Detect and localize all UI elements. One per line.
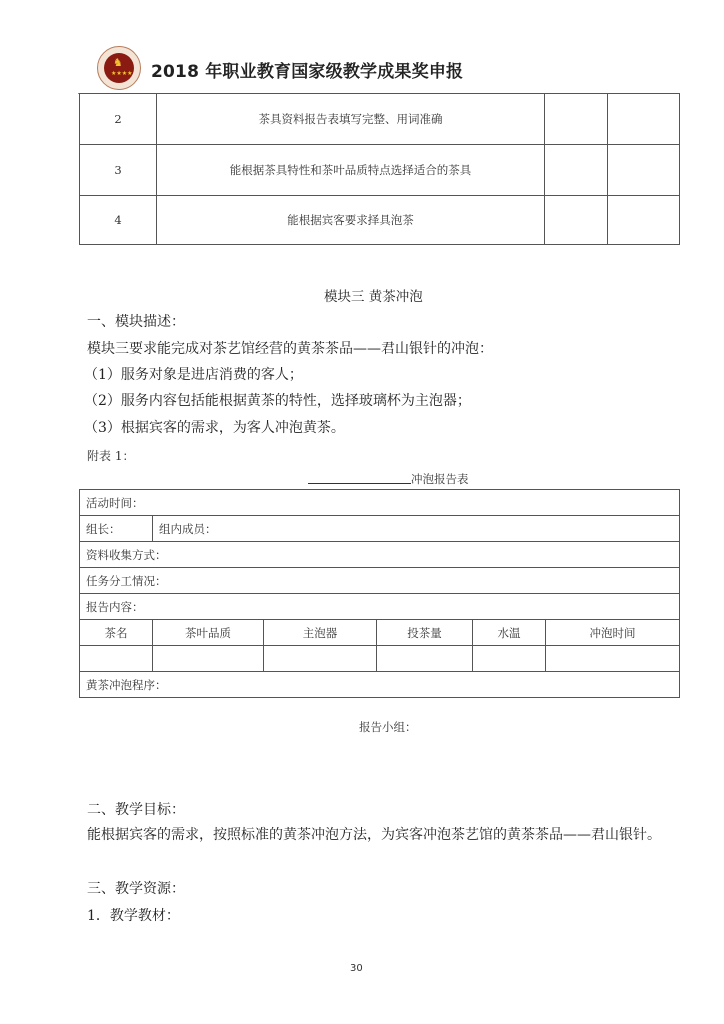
empty-cell xyxy=(377,646,473,672)
procedure-field: 黄茶冲泡程序： xyxy=(80,672,680,698)
section3-item: 1．教学教材： xyxy=(87,908,180,924)
column-header: 水温 xyxy=(473,620,546,646)
task-division-field: 任务分工情况： xyxy=(80,568,680,594)
criteria-table xyxy=(79,93,680,245)
report-form-title-text: 冲泡报告表 xyxy=(411,472,469,486)
score-cell xyxy=(545,145,608,196)
table-row xyxy=(80,196,680,245)
section2-body: 能根据宾客的需求，按照标准的黄茶冲泡方法，为宾客冲泡茶艺馆的黄茶茶品——君山银针。 xyxy=(87,827,661,843)
school-emblem-icon xyxy=(97,46,141,90)
score-cell xyxy=(608,145,680,196)
module-title: 模块三 黄茶冲泡 xyxy=(324,289,423,305)
section1-item: （3）根据宾客的需求，为客人冲泡黄茶。 xyxy=(84,420,345,436)
page-header-title: 2018 年职业教育国家级教学成果奖申报 xyxy=(151,62,464,82)
section1-intro: 模块三要求能完成对茶艺馆经营的黄茶茶品——君山银针的冲泡： xyxy=(87,341,493,357)
criteria-item: 能根据茶具特性和茶叶品质特点选择适合的茶具 xyxy=(157,145,545,196)
report-form-title xyxy=(308,471,469,487)
column-header: 主泡器 xyxy=(264,620,377,646)
score-cell xyxy=(545,196,608,245)
members-field: 组内成员： xyxy=(153,516,680,542)
empty-cell xyxy=(264,646,377,672)
activity-time-field: 活动时间： xyxy=(80,490,680,516)
table-row xyxy=(80,94,680,145)
table-row xyxy=(80,594,680,620)
empty-cell xyxy=(546,646,680,672)
empty-cell xyxy=(153,646,264,672)
section1-item: （1）服务对象是进店消费的客人； xyxy=(84,367,303,383)
page-number: 30 xyxy=(350,963,363,974)
collection-method-field: 资料收集方式： xyxy=(80,542,680,568)
criteria-item: 能根据宾客要求择具泡茶 xyxy=(157,196,545,245)
leader-field: 组长： xyxy=(80,516,153,542)
report-content-label: 报告内容： xyxy=(80,594,680,620)
table-row xyxy=(80,516,680,542)
report-group-label: 报告小组： xyxy=(359,720,417,734)
section1-heading: 一、模块描述： xyxy=(87,314,185,330)
score-cell xyxy=(608,196,680,245)
criteria-item: 茶具资料报告表填写完整、用词准确 xyxy=(157,94,545,145)
table-row xyxy=(80,568,680,594)
section1-item: （2）服务内容包括能根据黄茶的特性，选择玻璃杯为主泡器； xyxy=(84,393,471,409)
row-number: 3 xyxy=(80,145,157,196)
row-number: 2 xyxy=(80,94,157,145)
report-form-table xyxy=(79,489,680,698)
section3-heading: 三、教学资源： xyxy=(87,881,185,897)
table-row xyxy=(80,672,680,698)
score-cell xyxy=(608,94,680,145)
table-row xyxy=(80,490,680,516)
appendix-label: 附表 1： xyxy=(87,449,135,463)
column-header: 茶名 xyxy=(80,620,153,646)
title-blank-field xyxy=(308,471,411,484)
table-row xyxy=(80,542,680,568)
column-header: 投茶量 xyxy=(377,620,473,646)
stars-icon: ★★★★ xyxy=(111,70,133,77)
empty-cell xyxy=(473,646,546,672)
score-cell xyxy=(545,94,608,145)
empty-cell xyxy=(80,646,153,672)
table-header-row xyxy=(80,620,680,646)
column-header: 冲泡时间 xyxy=(546,620,680,646)
table-row xyxy=(80,646,680,672)
horse-icon: ♞ xyxy=(113,56,123,69)
row-number: 4 xyxy=(80,196,157,245)
table-row xyxy=(80,145,680,196)
section2-heading: 二、教学目标： xyxy=(87,802,185,818)
column-header: 茶叶品质 xyxy=(153,620,264,646)
